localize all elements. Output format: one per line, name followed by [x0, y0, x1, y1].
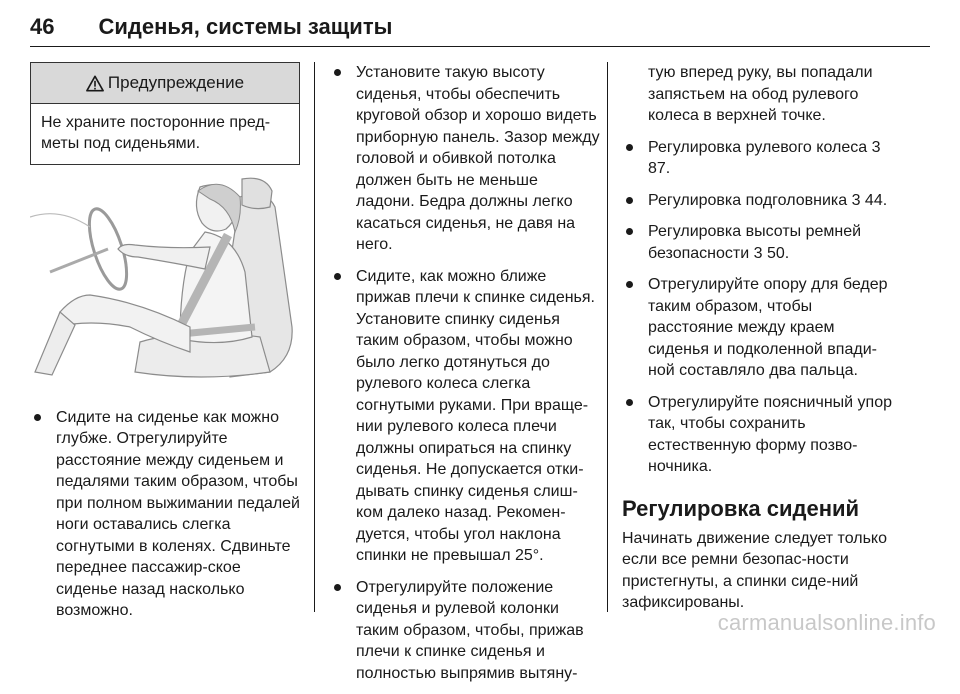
bullet-icon [626, 144, 633, 151]
col3-bullet-list [622, 137, 892, 478]
page-title: Сиденья, системы защиты [98, 14, 393, 39]
section-paragraph: Начинать движение следует только если все ремни безопас-ности пристегнуты, а спинки сиде-ний зафиксированы. [622, 529, 887, 611]
list-item: Регулировка рулевого колеса 3 87. [622, 137, 892, 180]
col2-bullet-list [330, 62, 600, 684]
bullet-icon [34, 414, 41, 421]
col1-bullet-list [30, 407, 300, 622]
section-heading: Регулировка сидений [622, 495, 860, 521]
column-divider-1 [314, 62, 315, 612]
seating-position-illustration [30, 177, 300, 382]
list-item: Отрегулируйте опору для бедер таким образом, чтобы расстояние между краем сиденья и подколенной впади-ной составляло два пальца. [622, 274, 892, 382]
warning-header [31, 63, 299, 104]
warning-triangle-icon [86, 75, 104, 92]
bullet-icon [626, 399, 633, 406]
column-1 [30, 62, 300, 632]
bullet-icon [626, 197, 633, 204]
continued-text: тую вперед руку, вы попадали запястьем на обод рулевого колеса в верхней точке. [648, 64, 873, 124]
warning-title: Предупреждение [107, 73, 245, 93]
page-number: 46 [30, 14, 55, 39]
bullet-icon [626, 228, 633, 235]
list-item: Сидите на сиденье как можно глубже. Отрегулируйте расстояние между сиденьем и педалями таким образом, чтобы при полном выжимании педалей ноги оставались слегка согнутыми в коленях. Сдвиньте переднее пассажир-ское сиденье назад насколько возможно. [30, 407, 300, 622]
bullet-icon [334, 69, 341, 76]
bullet-icon [334, 584, 341, 591]
list-item: Регулировка подголовника 3 44. [622, 190, 892, 212]
list-item: Отрегулируйте положение сиденья и рулевой колонки таким образом, чтобы, прижав плечи к спинке сиденья и полностью выпрямив вытяну- [330, 577, 600, 685]
warning-box [30, 62, 300, 165]
list-item: Регулировка высоты ремней безопасности 3 50. [622, 221, 892, 264]
bullet-icon [626, 281, 633, 288]
bullet-icon [334, 273, 341, 280]
column-divider-2 [607, 62, 608, 612]
list-item: Сидите, как можно ближе прижав плечи к спинке сиденья. Установите спинку сиденья таким образом, чтобы можно было легко дотянуться до рулевого колеса слегка согнутыми руками. При враще-нии рулевого колеса плечи должны опираться на спинку сиденья. Не допускается отки-дывать спинку сиденья слиш-ком далеко назад. Рекомен-дуется, чтобы угол наклона спинки не превышал 25°. [330, 266, 600, 567]
warning-text: Не храните посторонние пред-меты под сиденьями. [41, 114, 271, 152]
column-2 [330, 62, 600, 694]
list-item: Отрегулируйте поясничный упор так, чтобы сохранить естественную форму позво-ночника. [622, 392, 892, 478]
column-3 [622, 62, 892, 614]
watermark: carmanualsonline.info [717, 610, 936, 635]
page-header [30, 8, 930, 47]
list-item: Установите такую высоту сиденья, чтобы обеспечить круговой обзор и хорошо видеть приборную панель. Зазор между головой и обивкой потолка должен быть не меньше ладони. Бедра должны легко касаться сиденья, не давя на него. [330, 62, 600, 256]
